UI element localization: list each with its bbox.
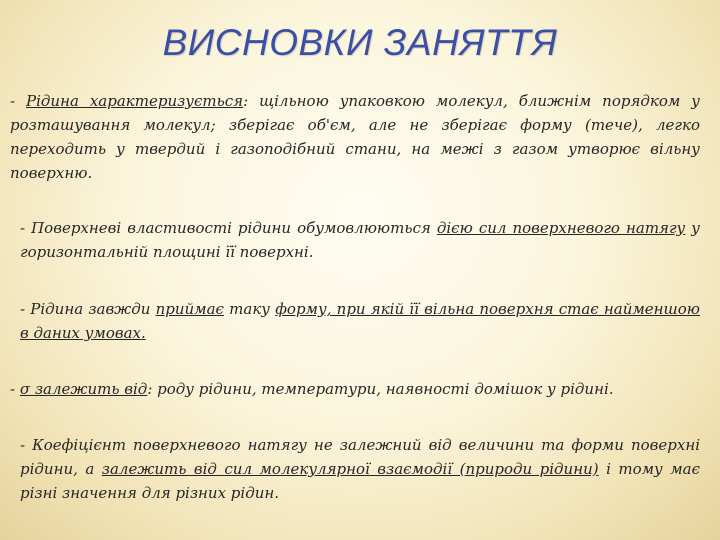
slide-title: ВИСНОВКИ ЗАНЯТТЯ [162, 22, 558, 63]
p2-lead: - Поверхневі властивості рідини обумовлюються [20, 219, 437, 237]
p3-mid: таку [223, 300, 276, 318]
paragraph-surface-properties [10, 216, 700, 264]
p5-rest: і тому має різні значення для різних рідин. [20, 460, 700, 502]
paragraph-liquid-properties [10, 89, 700, 185]
p2-rest: у горизонтальній площині її поверхні. [20, 219, 700, 261]
p5-lead: - Коефіцієнт поверхневого натягу не залежний від величини та форми поверхні рідини, а [20, 436, 700, 478]
p4-underlined: σ залежить від [19, 380, 148, 398]
p5-underlined: залежить від сил молекулярної взаємодії (природи рідини) [101, 460, 599, 478]
p2-underlined: дією сил поверхневого натягу [436, 219, 686, 237]
p3-underlined-1: приймає [155, 300, 224, 318]
p3-underlined-2: форму, при якій її вільна поверхня стає найменшою в даних умовах. [20, 300, 700, 342]
paragraph-sigma-depends [10, 377, 700, 401]
p1-term: Рідина характеризується [26, 92, 244, 110]
p3-lead: - Рідина завжди [20, 300, 156, 318]
p4-lead: - [10, 380, 20, 398]
p1-lead: - [10, 92, 27, 110]
p1-rest: : щільною упаковкою молекул, ближнім порядком у розташування молекул; зберігає об'єм, але не зберігає форму (тече), легко переходить у твердий і газоподібний стани, на межі з газом утворює вільну поверхню. [10, 92, 700, 182]
paragraph-surface-tension-coefficient [10, 433, 700, 505]
paragraph-liquid-shape [10, 297, 700, 345]
p4-rest: : роду рідини, температури, наявності домішок у рідині. [147, 380, 614, 398]
